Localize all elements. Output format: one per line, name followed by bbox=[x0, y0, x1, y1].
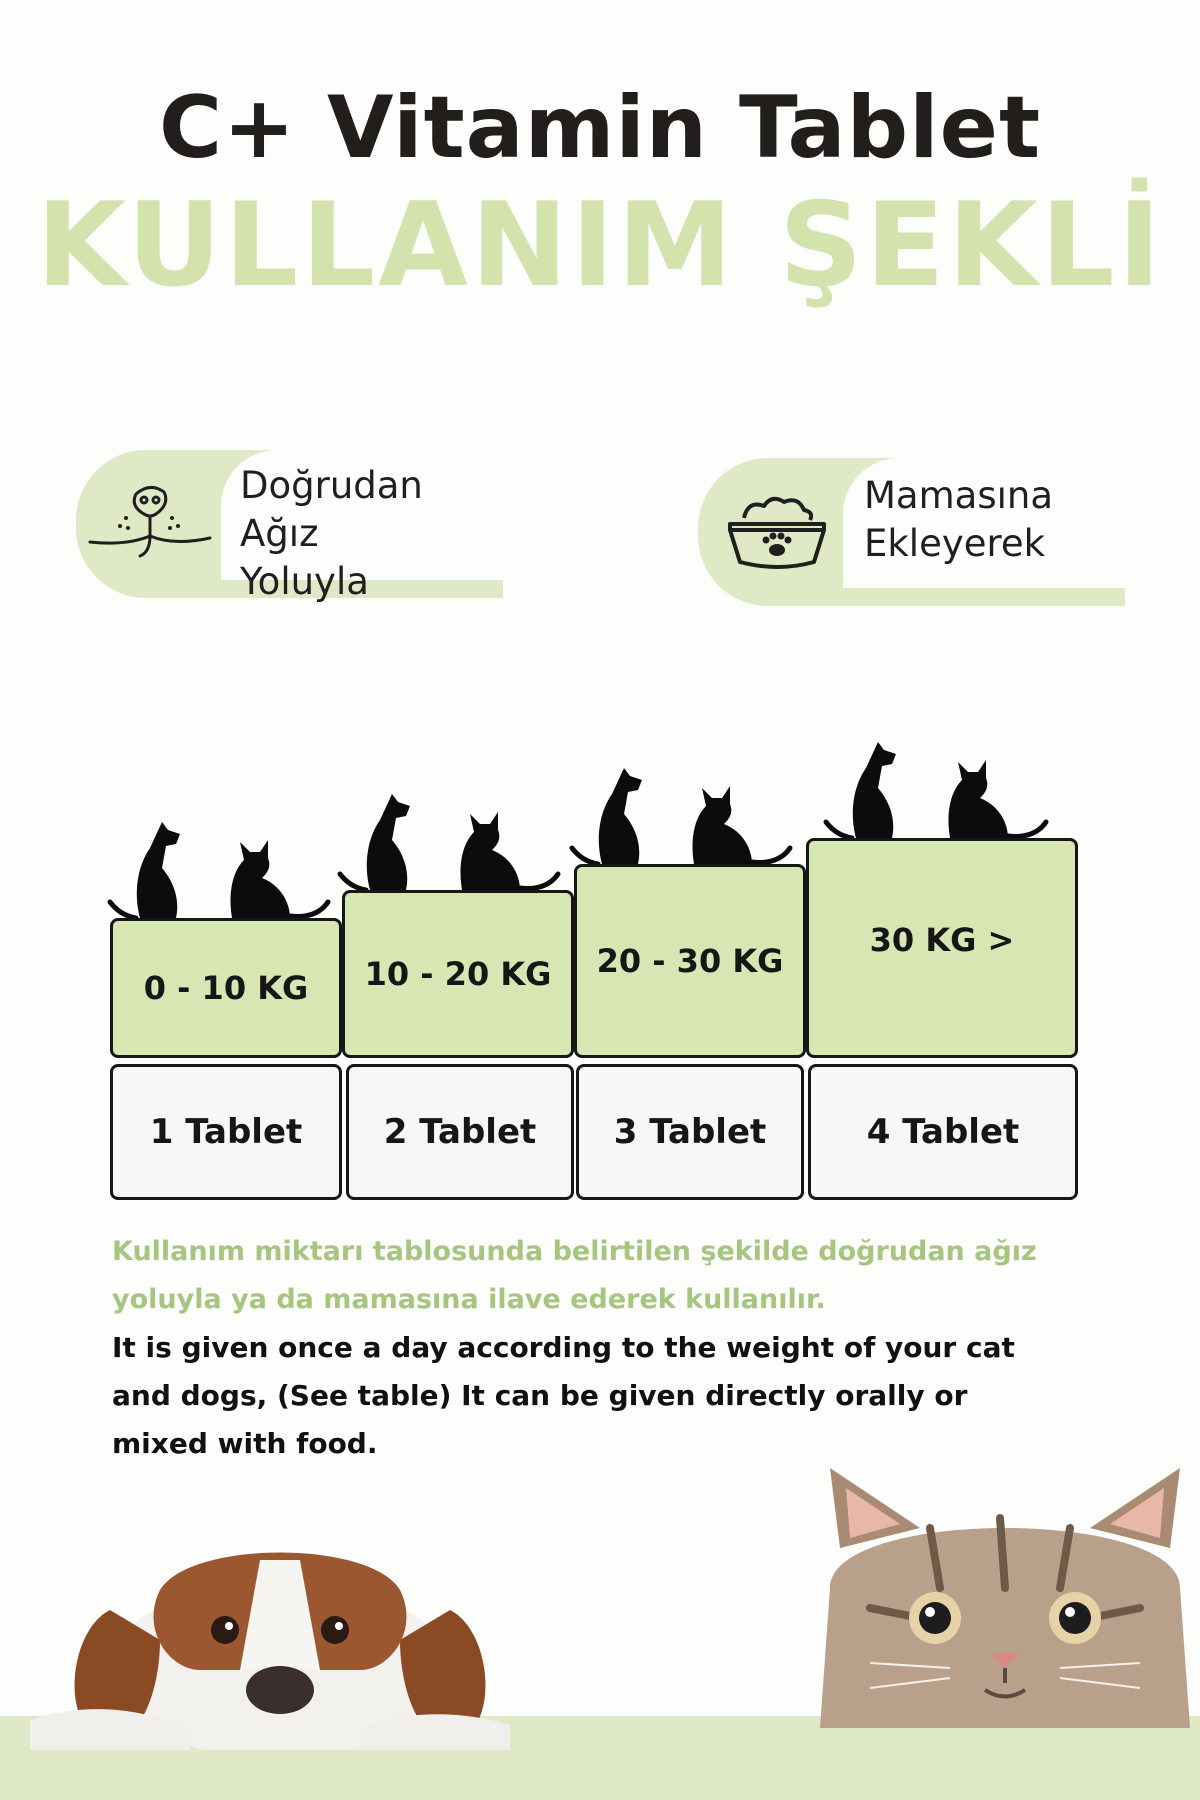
method-label-line2: Yoluyla bbox=[240, 560, 369, 603]
dose-cell-2: 2 Tablet bbox=[346, 1064, 574, 1200]
dose-cell-4: 4 Tablet bbox=[808, 1064, 1078, 1200]
method-label-line1: Mamasına bbox=[864, 474, 1053, 517]
dose-cell-3: 3 Tablet bbox=[576, 1064, 804, 1200]
weight-cell-4: 30 KG > bbox=[806, 838, 1078, 1058]
method-label bbox=[864, 472, 1053, 568]
pets-group-3 bbox=[572, 768, 790, 864]
page-title: C+ Vitamin Tablet bbox=[158, 78, 1042, 178]
weight-cell-2: 10 - 20 KG bbox=[342, 890, 574, 1058]
method-label-line2: Ekleyerek bbox=[864, 522, 1046, 565]
dose-cell-1: 1 Tablet bbox=[110, 1064, 342, 1200]
method-label bbox=[240, 462, 503, 606]
description-turkish: Kullanım miktarı tablosunda belirtilen şekilde doğrudan ağız yoluyla ya da mamasına ilave ederek kullanılır. bbox=[112, 1236, 1037, 1315]
pet-mouth-icon bbox=[86, 480, 216, 574]
weight-cell-1: 0 - 10 KG bbox=[110, 918, 342, 1058]
food-bowl-icon bbox=[722, 490, 832, 580]
page-subtitle: KULLANIM ŞEKLİ bbox=[36, 178, 1164, 313]
weight-cell-3: 20 - 30 KG bbox=[574, 864, 806, 1058]
pets-group-1 bbox=[110, 822, 328, 918]
pets-group-2 bbox=[340, 794, 558, 890]
dog-image bbox=[30, 1520, 530, 1754]
description-english: It is given once a day according to the weight of your cat and dogs, (See table) It can be given directly orally or mixed with food. bbox=[112, 1331, 1015, 1460]
pets-group-4 bbox=[826, 742, 1046, 838]
cat-image bbox=[810, 1468, 1200, 1732]
method-card-food bbox=[698, 458, 1125, 606]
method-card-oral bbox=[76, 450, 503, 603]
method-label-line1: Doğrudan Ağız bbox=[240, 464, 423, 555]
